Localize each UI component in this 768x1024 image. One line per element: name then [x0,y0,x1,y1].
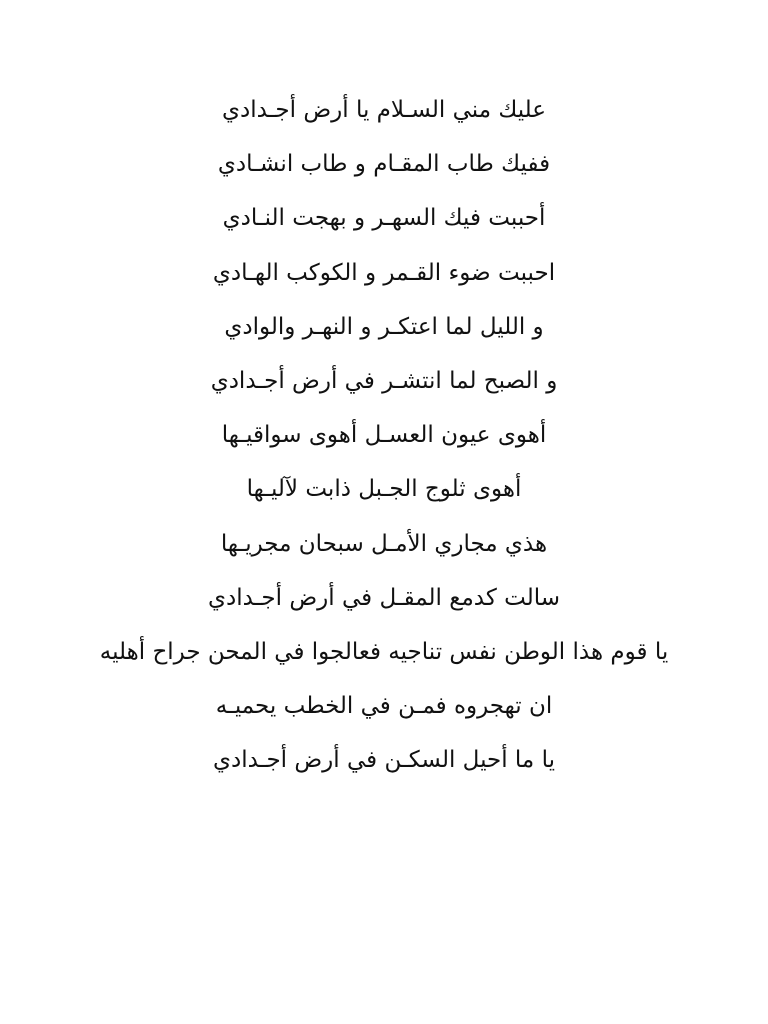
poem-line: أهوى ثلوج الجـبل ذابت لآليـها [246,476,522,503]
poem-line: احببت ضوء القـمر و الكوكب الهـادي [212,259,556,286]
poem-line: و الصبح لما انتشـر في أرض أجـدادي [210,367,558,394]
poem-line: ففيك طاب المقـام و طاب انشـادي [217,151,551,178]
poem-line: سالت كدمع المقـل في أرض أجـدادي [207,584,561,611]
poem-line: أحببت فيك السهـر و بهجت النـادي [222,205,546,232]
poem-line: يا قوم هذا الوطن نفس تناجيه فعالجوا في المحن جراح أهليه [99,638,669,665]
poem-line: أهوى عيون العسـل أهوى سواقيـها [221,422,547,449]
poem-text [70,88,698,792]
poem-line: ان تهجروه فمـن في الخطب يحميـه [215,693,553,720]
poem-line: هذي مجاري الأمـل سبحان مجريـها [220,530,548,557]
poem-line: و الليل لما اعتكـر و النهـر والوادي [224,313,544,340]
poem-line: عليك مني السـلام يا أرض أجـدادي [221,97,547,123]
poem-line: يا ما أحيل السكـن في أرض أجـدادي [213,747,555,774]
